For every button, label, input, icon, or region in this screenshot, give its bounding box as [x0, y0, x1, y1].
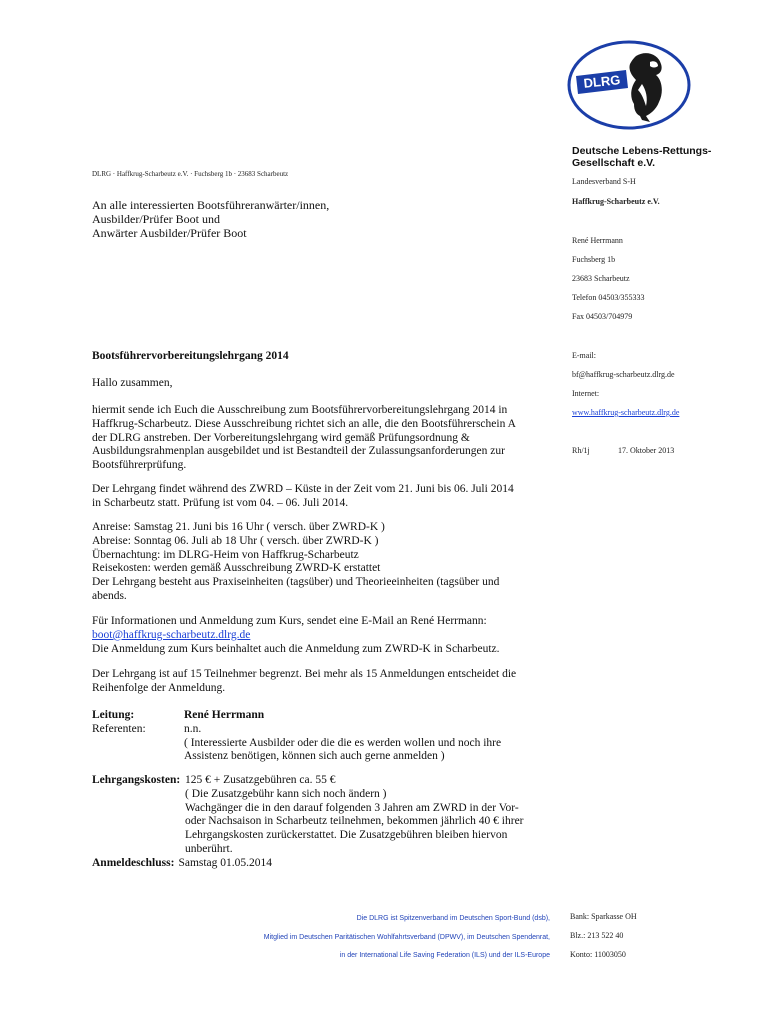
street: Fuchsberg 1b [572, 255, 616, 264]
recipients [92, 198, 329, 240]
text-line: Die Anmeldung zum Kurs beinhaltet auch die Anmeldung zum ZWRD-K in Scharbeutz. [92, 642, 500, 655]
kosten-label: Lehrgangskosten: [92, 774, 181, 786]
organization-name [572, 145, 711, 169]
text-line: hiermit sende ich Euch die Ausschreibung zum Bootsführervorbereitungslehrgang 2014 in [92, 404, 508, 416]
kosten-line: Wachgänger die in den darauf folgenden 3 Jahren am ZWRD in der Vor- [185, 801, 519, 814]
paragraph-limit [92, 668, 552, 696]
sender-line: DLRG · Haffkrug-Scharbeutz e.V. · Fuchsberg 1b · 23683 Scharbeutz [92, 170, 289, 178]
text-line: Reihenfolge der Anmeldung. [92, 681, 226, 694]
referenten-line: n.n. [184, 722, 202, 735]
referenten-line: ( Interessierte Ausbilder oder die die es werden wollen und noch ihre [184, 736, 502, 749]
staff-section [92, 709, 552, 764]
referenten-line: Assistenz benötigen, können sich auch gerne anmelden ) [184, 750, 445, 763]
kosten-line: Lehrgangskosten zurückerstattet. Die Zusatzgebühren bleiben hiervon [185, 829, 508, 842]
bank-name: Bank: Sparkasse OH [570, 912, 637, 921]
logo-text: DLRG [582, 72, 622, 91]
text-line: Übernachtung: im DLRG-Heim von Haffkrug-Scharbeutz [92, 548, 359, 561]
paragraph-intro [92, 404, 552, 473]
kosten-line: ( Die Zusatzgebühr kann sich noch ändern ) [185, 787, 387, 800]
leitung-label: Leitung: [92, 709, 135, 721]
contact-name: René Herrmann [572, 236, 623, 245]
landesverband: Landesverband S-H [572, 177, 636, 186]
recipient-line: Anwärter Ausbilder/Prüfer Boot [92, 226, 247, 240]
text-line: abends. [92, 589, 127, 602]
text-line: in Scharbeutz statt. Prüfung ist vom 04. – 06. Juli 2014. [92, 496, 349, 509]
text-line: Der Lehrgang besteht aus Praxiseinheiten (tagsüber) und Theorieeinheiten (tagsüber und [92, 576, 500, 589]
text-line: Reisekosten: werden gemäß Ausschreibung ZWRD-K erstattet [92, 562, 381, 575]
email-address: bf@haffkrug-scharbeutz.dlrg.de [572, 370, 675, 379]
city: 23683 Scharbeutz [572, 274, 630, 283]
registration-email-link[interactable]: boot@haffkrug-scharbeutz.dlrg.de [92, 628, 251, 641]
kosten-line: unberührt. [185, 842, 233, 855]
text-line: Der Lehrgang findet während des ZWRD – Küste in der Zeit vom 21. Juni bis 06. Juli 2014 [92, 483, 514, 495]
referenten-label: Referenten: [92, 722, 146, 735]
paragraph-dates [92, 483, 552, 511]
letter-title: Bootsführervorbereitungslehrgang 2014 [92, 350, 289, 362]
text-line: Der Lehrgang ist auf 15 Teilnehmer begrenzt. Bei mehr als 15 Anmeldungen entscheidet die [92, 668, 517, 680]
anmeldeschluss-value: Samstag 01.05.2014 [178, 856, 273, 869]
email-label: E-mail: [572, 351, 596, 360]
org-name-line: Gesellschaft e.V. [572, 157, 656, 169]
text-line: Haffkrug-Scharbeutz. Diese Ausschreibung richtet sich an alle, die den Bootsführerschein A [92, 417, 516, 430]
bank-konto: Konto: 11003050 [570, 950, 626, 959]
footer-line: in der International Life Saving Federation (ILS) und der ILS-Europe [339, 952, 550, 959]
paragraph-logistics [92, 521, 552, 604]
recipient-line: An alle interessierten Bootsführeranwärter/innen, [92, 198, 330, 212]
ortsgruppe: Haffkrug-Scharbeutz e.V. [572, 197, 660, 206]
footer-line: Die DLRG ist Spitzenverband im Deutschen Sport-Bund (dsb), [356, 915, 550, 922]
dlrg-eagle-logo [566, 40, 692, 130]
phone: Telefon 04503/355333 [572, 293, 645, 302]
text-line: Anreise: Samstag 21. Juni bis 16 Uhr ( versch. über ZWRD-K ) [92, 521, 385, 533]
anmeldeschluss-label: Anmeldeschluss: [92, 856, 175, 869]
kosten-line: oder Nachsaison in Scharbeutz teilnehmen, bekommen jährlich 40 € ihrer [185, 815, 524, 828]
recipient-line: Ausbilder/Prüfer Boot und [92, 212, 220, 226]
text-line: Ausbildungsrahmenplan ausgebildet und ist Bestandteil der Zulassungsanforderungen zur [92, 445, 505, 458]
kosten-line: 125 € + Zusatzgebühren ca. 55 € [185, 774, 336, 786]
internet-label: Internet: [572, 389, 600, 398]
text-line: der DLRG anstreben. Der Vorbereitungslehrgang wird gemäß Prüfungsordnung & [92, 431, 470, 444]
letter-date: 17. Oktober 2013 [618, 446, 675, 455]
org-name-line: Deutsche Lebens-Rettungs- [572, 145, 712, 157]
text-line: Für Informationen und Anmeldung zum Kurs, sendet eine E-Mail an René Herrmann: [92, 615, 487, 627]
website-link[interactable]: www.haffkrug-scharbeutz.dlrg.de [572, 408, 680, 417]
fax: Fax 04503/704979 [572, 312, 633, 321]
leitung-value: René Herrmann [184, 709, 265, 721]
bank-blz: Blz.: 213 522 40 [570, 931, 624, 940]
text-line: Abreise: Sonntag 06. Juli ab 18 Uhr ( versch. über ZWRD-K ) [92, 534, 379, 547]
footer-line: Mitglied im Deutschen Paritätischen Wohlfahrtsverband (DPWV), im Deutschen Spendenrat, [263, 934, 550, 941]
paragraph-contact [92, 615, 552, 656]
text-line: Bootsführerprüfung. [92, 459, 187, 472]
greeting: Hallo zusammen, [92, 377, 173, 389]
reference: Rh/1j [572, 446, 590, 455]
costs-section [92, 774, 552, 871]
